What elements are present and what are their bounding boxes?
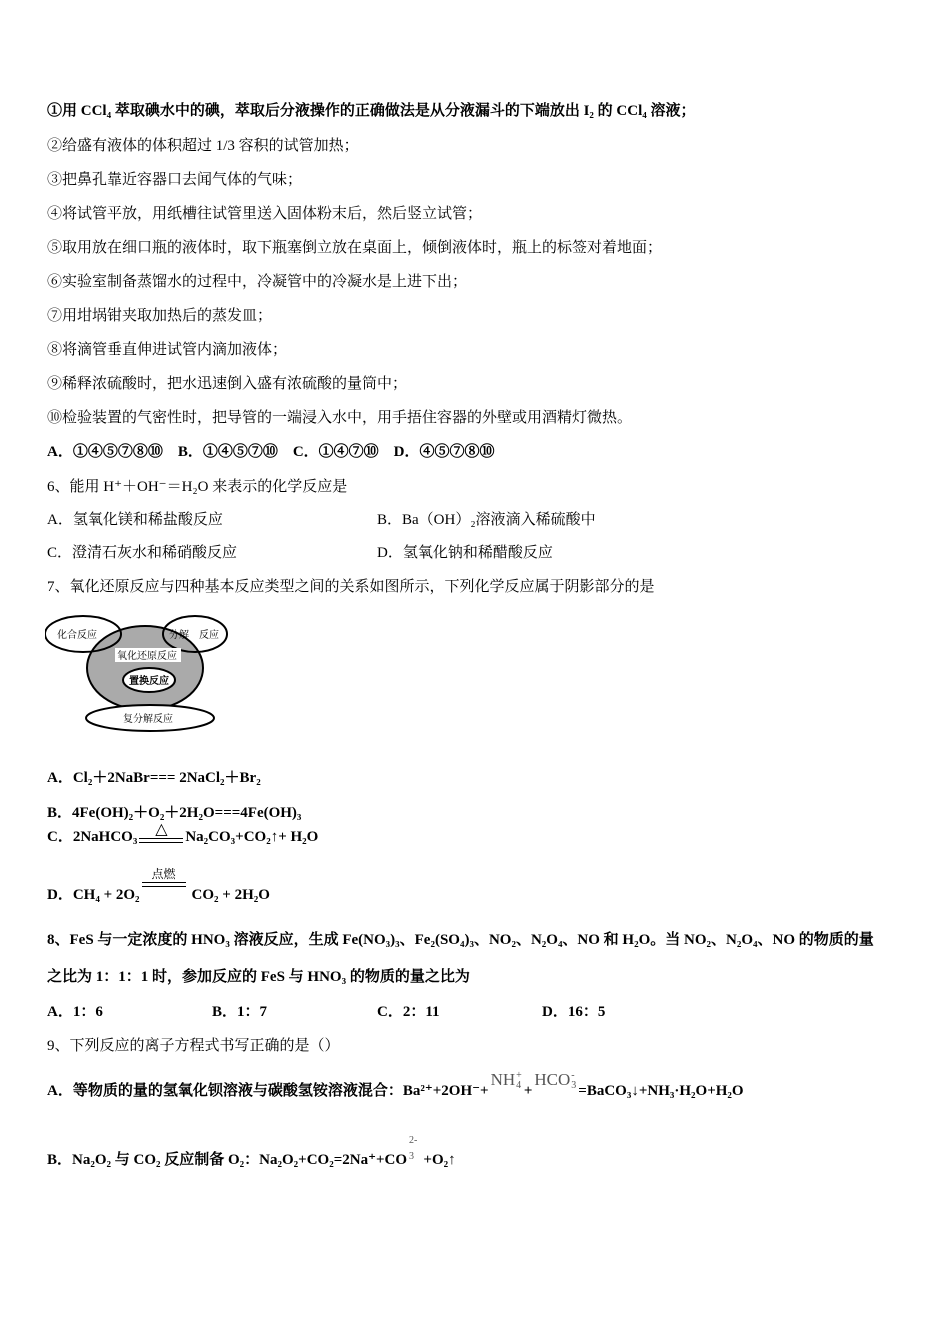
item-9: ⑨稀释浓硫酸时，把水迅速倒入盛有浓硫酸的量筒中； — [47, 376, 408, 392]
ammonium-ion-group — [491, 1071, 522, 1091]
q6-option-a: A．氢氧化镁和稀盐酸反应 — [47, 512, 223, 528]
q6-stem: 6、能用 H⁺＋OH⁻＝H₂O 来表示的化学反应是 — [47, 479, 348, 495]
q9-option-b-right: +O₂↑ — [423, 1152, 456, 1168]
ignite-condition: 点燃 — [151, 867, 176, 881]
reaction-type-diagram — [45, 608, 235, 738]
q8-line1: 8、FeS 与一定浓度的 HNO₃ 溶液反应，生成 Fe(NO₃)₃、Fe₂(SO₄)₃、NO₂、N₂O₄、NO 和 H₂O。当 NO₂、N₂O₄、NO 的物质的量 — [47, 932, 874, 948]
q6-option-d: D．氢氧化钠和稀醋酸反应 — [377, 545, 553, 561]
q8-line2: 之比为 1：1：1 时，参加反应的 FeS 与 HNO₃ 的物质的量之比为 — [47, 969, 470, 985]
q7-option-c-left: C．2NaHCO₃ — [47, 829, 138, 845]
equals-bar-d — [142, 882, 186, 887]
label-displacement: 置换反应 — [129, 676, 169, 687]
q9-option-a-right: =BaCO₃↓+NH₃·H₂O+H₂O — [578, 1083, 744, 1099]
q8-option-c: C．2：11 — [377, 1004, 440, 1020]
q9-option-a — [47, 1070, 744, 1101]
q7-stem: 7、氧化还原反应与四种基本反应类型之间的关系如图所示，下列化学反应属于阴影部分的是 — [47, 579, 655, 595]
item-3: ③把鼻孔靠近容器口去闻气体的气味； — [47, 172, 303, 188]
item-8: ⑧将滴管垂直伸进试管内滴加液体； — [47, 342, 288, 358]
ammonium-ion: NH — [490, 1070, 516, 1089]
q6-option-b: B．Ba（OH）₂溶液滴入稀硫酸中 — [377, 512, 596, 528]
ammonium-subscript: 4 — [516, 1080, 522, 1091]
carbonate-subscript: 3 — [409, 1151, 415, 1162]
q7-option-d-right: CO₂ + 2H₂O — [191, 887, 270, 903]
bicarbonate-ion-group — [534, 1071, 576, 1091]
q9-option-b-left: B．Na₂O₂ 与 CO₂ 反应制备 O₂：Na₂O₂+CO₂=2Na⁺+CO — [47, 1152, 408, 1168]
q7-option-a: A．Cl₂＋2NaBr=== 2NaCl₂＋Br₂ — [47, 770, 261, 786]
item-5: ⑤取用放在细口瓶的液体时，取下瓶塞倒立放在桌面上，倾倒液体时，瓶上的标签对着地面； — [47, 240, 663, 256]
item-6: ⑥实验室制备蒸馏水的过程中，冷凝管中的冷凝水是上进下出； — [47, 274, 468, 290]
bicarbonate-ion: HCO — [534, 1070, 571, 1089]
item-10: ⑩检验装置的气密性时，把导管的一端浸入水中，用手捂住容器的外壁或用酒精灯微热。 — [47, 410, 633, 426]
q7-option-c-right: Na₂CO₃+CO₂↑+ H₂O — [185, 829, 319, 845]
q9-option-b — [47, 1135, 456, 1170]
item-2: ②给盛有液体的体积超过 1/3 容积的试管加热； — [47, 138, 359, 154]
heat-condition-group — [139, 822, 183, 847]
q6-option-c: C．澄清石灰水和稀硝酸反应 — [47, 545, 238, 561]
q8-option-a: A．1：6 — [47, 1004, 103, 1020]
item-4: ④将试管平放，用纸槽往试管里送入固体粉末后，然后竖立试管； — [47, 206, 483, 222]
ammonium-charge: + — [516, 1070, 522, 1081]
q7-option-c — [47, 822, 318, 847]
bicarbonate-charge: - — [571, 1070, 575, 1081]
q5-options: A．①④⑤⑦⑧⑩ B．①④⑤⑦⑩ C．①④⑦⑩ D．④⑤⑦⑧⑩ — [47, 444, 495, 460]
carbonate-sup-sub — [409, 1136, 417, 1162]
q7-option-d — [47, 866, 270, 905]
q9-option-a-left: A．等物质的量的氢氧化钡溶液与碳酸氢铵溶液混合：Ba²⁺+2OH⁻+ — [47, 1083, 489, 1099]
label-redox: 氧化还原反应 — [117, 651, 177, 662]
q8-option-d: D．16：5 — [542, 1004, 606, 1020]
label-combination: 化合反应 — [57, 630, 97, 641]
label-double-decomposition: 复分解反应 — [123, 714, 173, 725]
item-7: ⑦用坩埚钳夹取加热后的蒸发皿； — [47, 308, 273, 324]
heat-condition: △ — [155, 821, 168, 838]
item-1: ①用 CCl₄ 萃取碘水中的碘，萃取后分液操作的正确做法是从分液漏斗的下端放出 I₂ 的 CCl₄ 溶液； — [47, 103, 696, 119]
bicarbonate-subscript: 3 — [571, 1080, 577, 1091]
plus-sign: + — [523, 1083, 533, 1099]
q9-stem: 9、下列反应的离子方程式书写正确的是（） — [47, 1038, 340, 1054]
equals-bar — [139, 838, 183, 843]
ignite-condition-group — [142, 866, 186, 905]
q7-option-b: B．4Fe(OH)₂＋O₂＋2H₂O===4Fe(OH)₃ — [47, 805, 302, 821]
label-decomposition: 分解 反应 — [169, 630, 219, 641]
q7-option-d-left: D．CH₄ + 2O₂ — [47, 887, 140, 903]
q8-option-b: B．1：7 — [212, 1004, 268, 1020]
carbonate-charge: 2- — [409, 1135, 418, 1146]
